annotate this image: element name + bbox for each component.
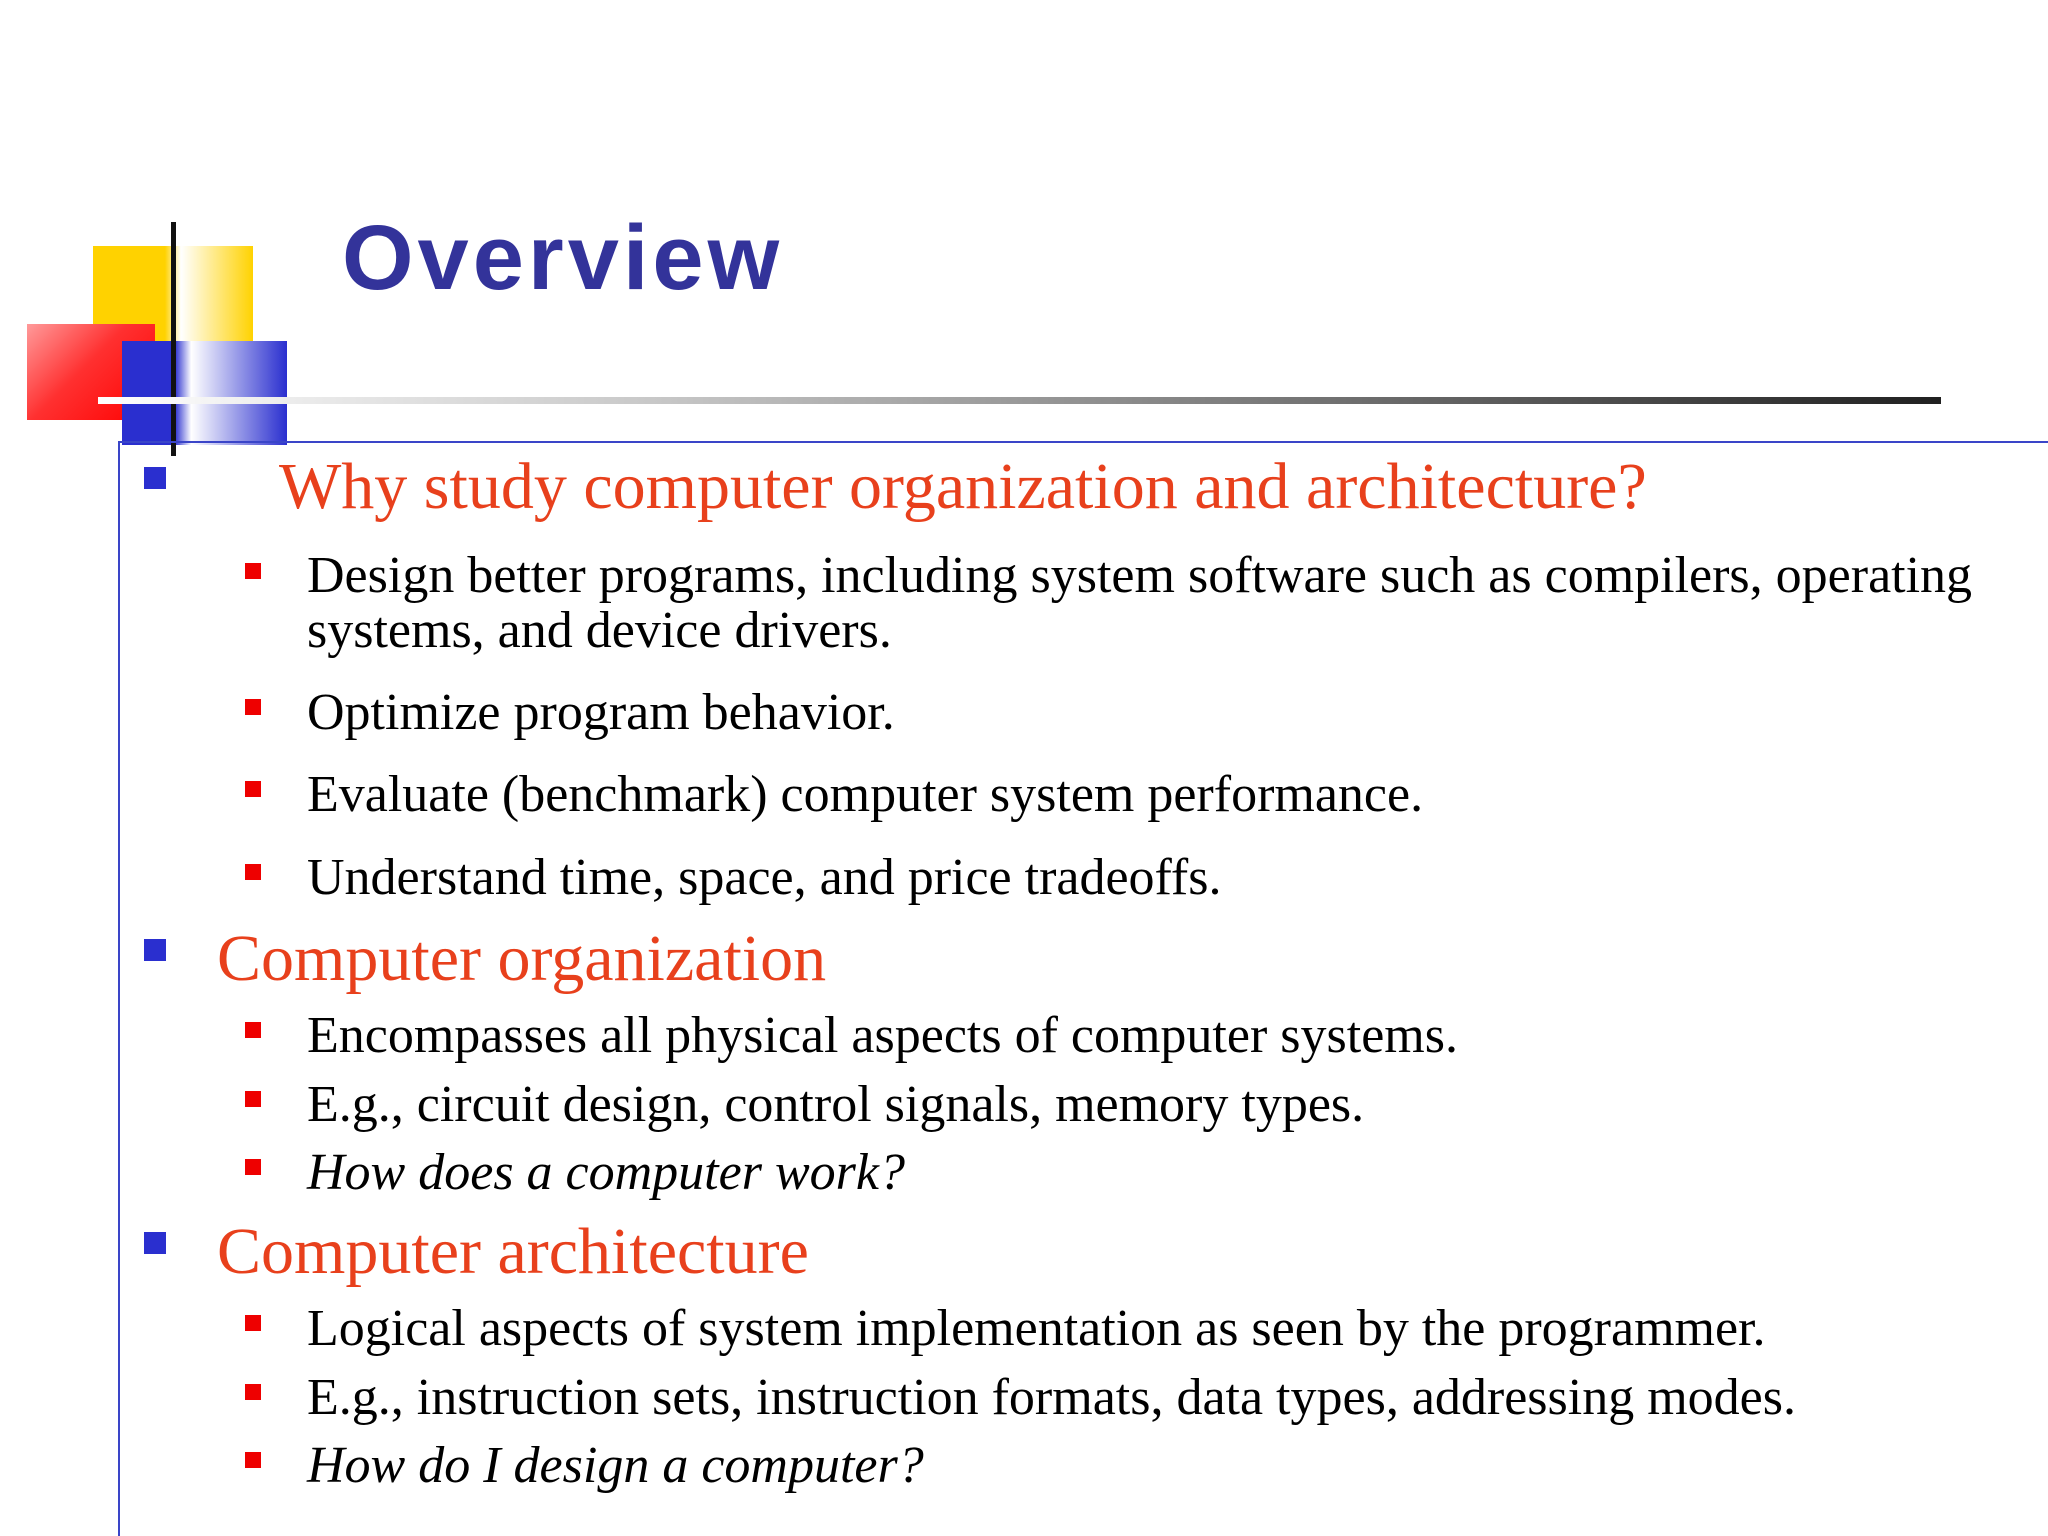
list-item: How do I design a computer? [307,1437,924,1494]
logo-vertical-line [171,222,176,456]
bullet-level2 [245,563,261,579]
section-heading: Computer organization [217,922,827,995]
list-item: E.g., instruction sets, instruction formats, data types, addressing modes. [307,1369,1796,1426]
bullet-level1 [144,467,166,489]
section-heading: Why study computer organization and architecture? [279,450,1647,523]
section-heading: Computer architecture [217,1215,809,1288]
list-item: E.g., circuit design, control signals, memory types. [307,1076,1365,1133]
bullet-level2 [245,699,261,715]
bullet-level2 [245,1384,261,1400]
list-item: How does a computer work? [307,1144,905,1201]
list-item: Evaluate (benchmark) computer system performance. [307,766,1424,823]
bullet-level2 [245,1315,261,1331]
list-item: Encompasses all physical aspects of computer systems. [307,1007,1458,1064]
bullet-level1 [144,1232,166,1254]
bullet-level2 [245,1159,261,1175]
logo-blue-square [122,341,287,445]
list-item: Design better programs, including system software such as compilers, operating systems, and device drivers. [307,547,1973,659]
bullet-level2 [245,864,261,880]
list-item: Optimize program behavior. [307,684,895,741]
list-item: Understand time, space, and price tradeoffs. [307,849,1222,906]
title-underline [98,397,1941,404]
bullet-level1 [144,939,166,961]
slide-title: Overview [342,207,784,309]
list-item: Logical aspects of system implementation as seen by the programmer. [307,1300,1766,1357]
bullet-level2 [245,1022,261,1038]
bullet-level2 [245,1452,261,1468]
bullet-level2 [245,1091,261,1107]
bullet-level2 [245,781,261,797]
